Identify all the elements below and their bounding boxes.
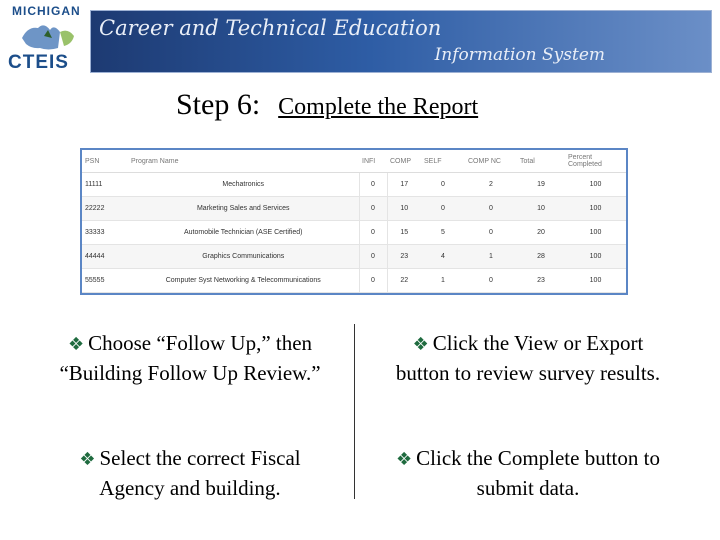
header-comp-nc: COMP NC: [465, 150, 517, 173]
report-table: [82, 150, 626, 293]
table-row[interactable]: [82, 173, 626, 197]
cell-comp-nc: 0: [465, 269, 517, 293]
cell-self: 1: [421, 269, 465, 293]
bullet-text: Choose “Follow Up,” then “Building Follow Up Review.”: [59, 331, 321, 385]
bullet-select-agency: [52, 444, 328, 503]
cell-comp-nc: 0: [465, 221, 517, 245]
cell-total: 10: [517, 197, 565, 221]
report-table-screenshot: [80, 148, 628, 295]
cell-program-name: Automobile Technician (ASE Certified): [128, 221, 359, 245]
logo-top-text: MICHIGAN: [12, 4, 81, 18]
diamond-bullet-icon: ❖: [67, 334, 85, 355]
cell-program-name: Graphics Communications: [128, 245, 359, 269]
title-banner: [90, 10, 712, 73]
header-comp: COMP: [387, 150, 421, 173]
cell-infi: 0: [359, 197, 387, 221]
cell-psn: 55555: [82, 269, 128, 293]
cell-infi: 0: [359, 221, 387, 245]
cell-total: 19: [517, 173, 565, 197]
bullet-complete: [392, 444, 664, 503]
column-divider: [354, 324, 355, 499]
header-total: Total: [517, 150, 565, 173]
cell-program-name: Computer Syst Networking & Telecommunications: [128, 269, 359, 293]
bullet-text: Select the correct Fiscal Agency and building.: [99, 446, 301, 500]
step-subtitle: Complete the Report: [278, 94, 479, 120]
banner-title: Career and Technical Education: [99, 16, 442, 40]
cell-program-name: Marketing Sales and Services: [128, 197, 359, 221]
cell-comp: 10: [387, 197, 421, 221]
cell-comp-nc: 2: [465, 173, 517, 197]
cell-program-name: Mechatronics: [128, 173, 359, 197]
bullet-text: Click the Complete button to submit data.: [416, 446, 660, 500]
table-row[interactable]: [82, 269, 626, 293]
header-percent-completed: Percent Completed: [565, 150, 626, 173]
cell-psn: 22222: [82, 197, 128, 221]
header-program-name: Program Name: [128, 150, 359, 173]
header-self: SELF: [421, 150, 465, 173]
diamond-bullet-icon: ❖: [396, 449, 413, 470]
cell-comp-nc: 1: [465, 245, 517, 269]
michigan-map-icon: [14, 18, 84, 52]
cell-comp: 22: [387, 269, 421, 293]
diamond-bullet-icon: ❖: [79, 449, 96, 470]
diamond-bullet-icon: ❖: [412, 334, 429, 355]
header: [0, 0, 720, 78]
cell-comp: 23: [387, 245, 421, 269]
step-number: Step 6:: [176, 88, 261, 121]
cell-infi: 0: [359, 269, 387, 293]
table-row[interactable]: [82, 197, 626, 221]
cell-psn: 33333: [82, 221, 128, 245]
cell-comp: 17: [387, 173, 421, 197]
header-infi: INFI: [359, 150, 387, 173]
cell-infi: 0: [359, 245, 387, 269]
cell-percent: 100: [565, 221, 626, 245]
cell-psn: 11111: [82, 173, 128, 197]
cell-infi: 0: [359, 173, 387, 197]
cell-comp-nc: 0: [465, 197, 517, 221]
banner-subtitle: Information System: [434, 45, 605, 65]
cell-total: 20: [517, 221, 565, 245]
cell-percent: 100: [565, 269, 626, 293]
cell-percent: 100: [565, 173, 626, 197]
cell-self: 0: [421, 197, 465, 221]
table-row[interactable]: [82, 221, 626, 245]
table-header-row: [82, 150, 626, 173]
cell-total: 28: [517, 245, 565, 269]
step-heading: [176, 88, 478, 122]
cell-percent: 100: [565, 245, 626, 269]
cteis-logo: [6, 4, 90, 74]
cell-psn: 44444: [82, 245, 128, 269]
cell-percent: 100: [565, 197, 626, 221]
table-row[interactable]: [82, 245, 626, 269]
cell-self: 5: [421, 221, 465, 245]
bullet-follow-up: [52, 329, 328, 388]
bullet-text: Click the View or Export button to review survey results.: [395, 331, 661, 385]
cell-comp: 15: [387, 221, 421, 245]
cell-total: 23: [517, 269, 565, 293]
header-psn: PSN: [82, 150, 128, 173]
bullet-view-export: [392, 329, 664, 388]
cell-self: 0: [421, 173, 465, 197]
cell-self: 4: [421, 245, 465, 269]
logo-bottom-text: CTEIS: [8, 52, 69, 73]
